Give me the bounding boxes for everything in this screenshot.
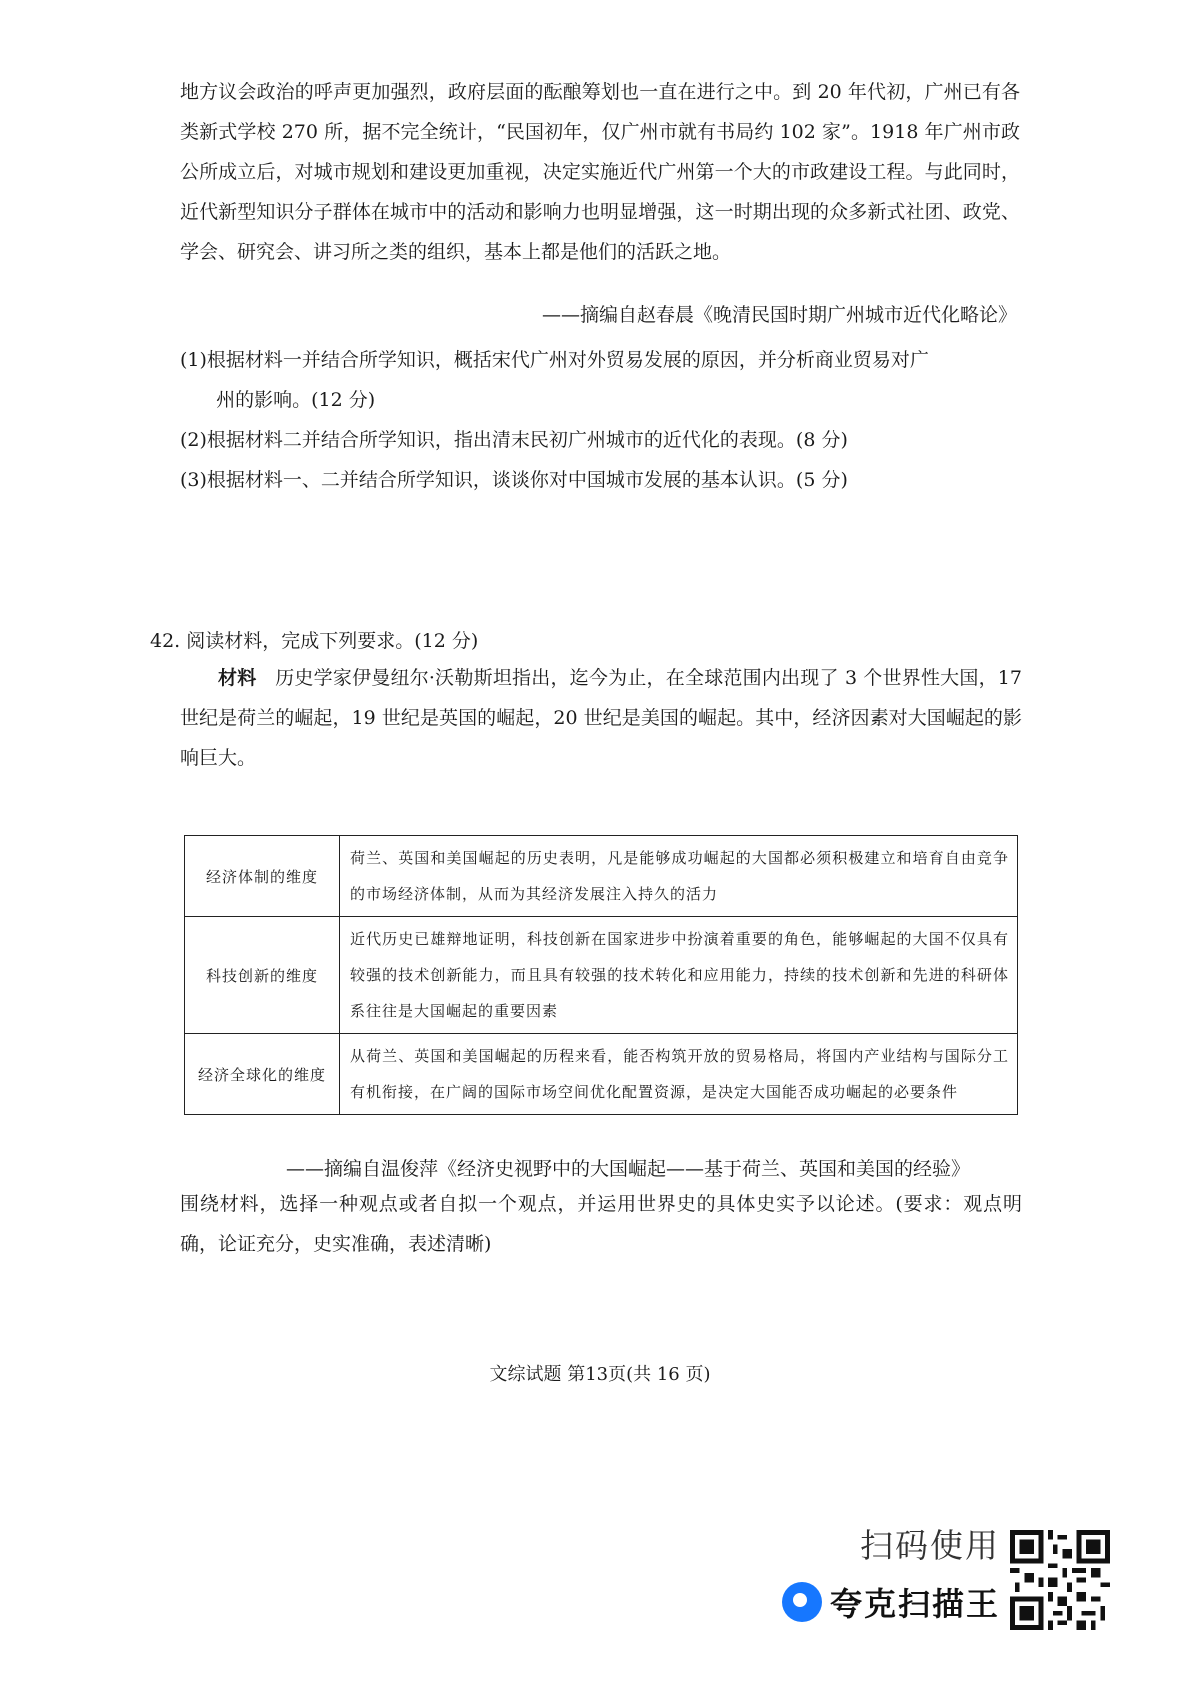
dimension-description: 从荷兰、英国和美国崛起的历程来看，能否构筑开放的贸易格局，将国内产业结构与国际分工有机衔接，在广阔的国际市场空间优化配置资源，是决定大国能否成功崛起的必要条件 (340, 1034, 1018, 1115)
brand-row (760, 1579, 1000, 1625)
question-41-3: (3)根据材料一、二并结合所学知识，谈谈你对中国城市发展的基本认识。(5 分) (180, 469, 848, 491)
question-41-1 (180, 340, 1020, 420)
material-2-text: 地方议会政治的呼声更加强烈，政府层面的酝酿筹划也一直在进行之中。到 20 年代初，广州已有各类新式学校 270 所，据不完全统计，“民国初年，仅广州市就有书局约 102 家”。1918 年广州市政公所成立后，对城市规划和建设更加重视，决定实施近代广州第一个大的市政建设工程。与此同时，近代新型知识分子群体在城市中的活动和影响力也明显增强，这一时期出现的众多新式社团、政党、学会、研究会、讲习所之类的组织，基本上都是他们的活跃之地。 (180, 81, 1020, 263)
table-row (185, 1034, 1018, 1115)
dimension-description: 荷兰、英国和美国崛起的历史表明，凡是能够成功崛起的大国都必须积极建立和培育自由竞争的市场经济体制，从而为其经济发展注入持久的活力 (340, 836, 1018, 917)
dimension-cell: 经济体制的维度 (185, 836, 340, 917)
dimension-cell: 经济全球化的维度 (185, 1034, 340, 1115)
question-41-2: (2)根据材料二并结合所学知识，指出清末民初广州城市的近代化的表现。(8 分) (180, 429, 848, 451)
question-41-1-line2: 州的影响。(12 分) (216, 389, 376, 411)
qr-code-icon[interactable] (1010, 1530, 1110, 1630)
dimension-description: 近代历史已雄辩地证明，科技创新在国家进步中扮演着重要的角色，能够崛起的大国不仅具有较强的技术创新能力，而且具有较强的技术转化和应用能力，持续的技术创新和先进的科研体系往往是大国崛起的重要因素 (340, 917, 1018, 1034)
table-row (185, 836, 1018, 917)
table-row (185, 917, 1018, 1034)
dimension-cell: 科技创新的维度 (185, 917, 340, 1034)
question-42-material (180, 658, 1022, 778)
economic-dimensions-table (184, 835, 1018, 1115)
scanner-watermark (760, 1520, 1000, 1625)
question-42-heading: 42. 阅读材料，完成下列要求。(12 分) (150, 630, 479, 652)
page-footer: 文综试题 第13页(共 16 页) (489, 1364, 711, 1385)
scan-to-use-text: 扫码使用 (860, 1526, 1000, 1565)
material-2-source: ——摘编自赵春晨《晚清民国时期广州城市近代化略论》 (542, 304, 1018, 326)
question-42-task: 围绕材料，选择一种观点或者自拟一个观点，并运用世界史的具体史实予以论述。(要求：观点明确，论证充分，史实准确，表述清晰) (180, 1193, 1022, 1255)
quark-logo-icon (782, 1582, 822, 1622)
question-42-source: ——摘编自温俊萍《经济史视野中的大国崛起——基于荷兰、英国和美国的经验》 (286, 1158, 971, 1180)
brand-name: 夸克扫描王 (829, 1585, 1000, 1623)
question-41-1-line1: (1)根据材料一并结合所学知识，概括宋代广州对外贸易发展的原因，并分析商业贸易对广 (180, 349, 929, 371)
material-text: 历史学家伊曼纽尔·沃勒斯坦指出，迄今为止，在全球范围内出现了 3 个世界性大国，17 世纪是荷兰的崛起，19 世纪是英国的崛起，20 世纪是美国的崛起。其中，经济因素对大国崛起的影响巨大。 (180, 667, 1022, 769)
material-label: 材料 (218, 667, 257, 689)
